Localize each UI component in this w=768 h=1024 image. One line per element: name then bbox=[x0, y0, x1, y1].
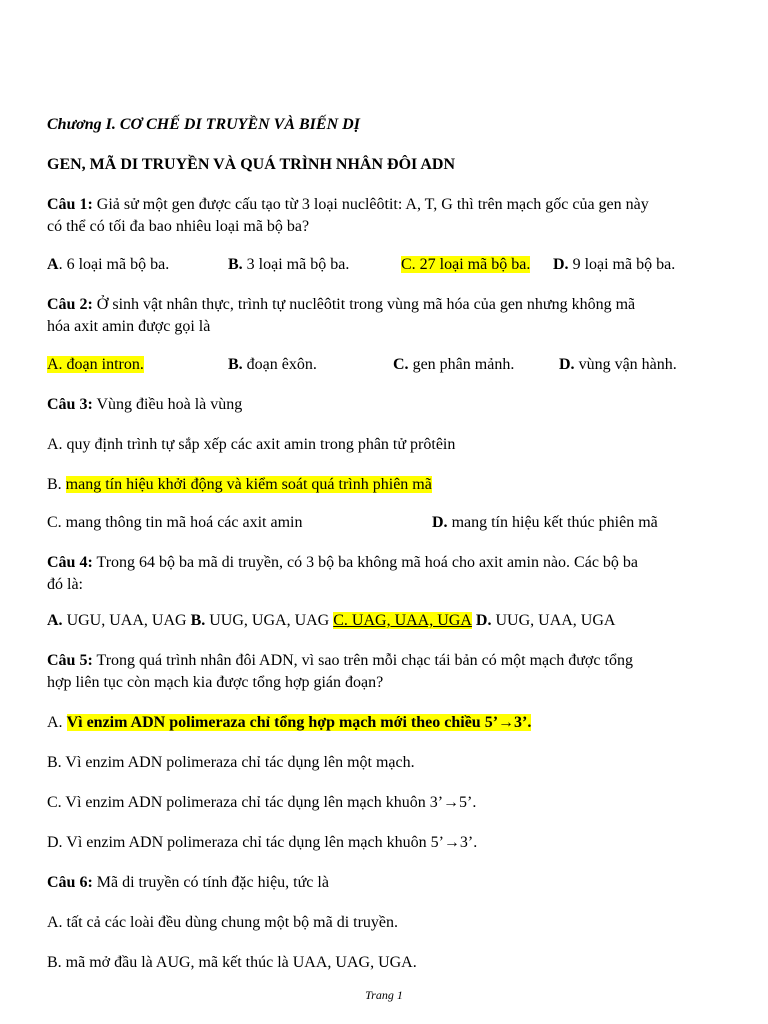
question-1-cont: có thể có tối đa bao nhiêu loại mã bộ ba? bbox=[47, 218, 310, 235]
q4-option-d: UUG, UAA, UGA bbox=[491, 612, 616, 629]
question-label: Câu 6: bbox=[47, 874, 93, 891]
q4-option-a: UGU, UAA, UAG bbox=[62, 612, 191, 629]
question-4 bbox=[47, 552, 638, 574]
q1-option-d: D. 9 loại mã bộ ba. bbox=[553, 256, 676, 273]
q1-option-a: A. 6 loại mã bộ ba. bbox=[47, 256, 170, 273]
q1-option-b: B. 3 loại mã bộ ba. bbox=[228, 256, 350, 273]
question-text: Trong quá trình nhân đôi ADN, vì sao trên mỗi chạc tái bản có một mạch được tổng bbox=[92, 652, 633, 669]
q5-option-d: D. Vì enzim ADN polimeraza chỉ tác dụng lên mạch khuôn 5’→3’. bbox=[47, 834, 478, 851]
page-footer: Trang 1 bbox=[365, 988, 403, 1002]
question-2-cont: hóa axit amin được gọi là bbox=[47, 318, 211, 335]
question-label: Câu 3: bbox=[47, 396, 93, 413]
question-1 bbox=[47, 194, 649, 216]
question-text: Ở sinh vật nhân thực, trình tự nuclêôtit trong vùng mã hóa của gen nhưng không mã bbox=[92, 296, 636, 313]
chapter-title: Chương I. CƠ CHẾ DI TRUYỀN VÀ BIẾN DỊ bbox=[47, 116, 360, 133]
section-title: GEN, MÃ DI TRUYỀN VÀ QUÁ TRÌNH NHÂN ĐÔI ADN bbox=[47, 156, 456, 173]
q5-option-a-answer: A. Vì enzim ADN polimeraza chỉ tổng hợp mạch mới theo chiều 5’→3’. bbox=[47, 714, 532, 731]
q5-option-b: B. Vì enzim ADN polimeraza chỉ tác dụng lên một mạch. bbox=[47, 754, 415, 771]
q4-options bbox=[47, 610, 615, 632]
q2-option-c: C. gen phân mảnh. bbox=[393, 356, 515, 373]
question-5-cont: hợp liên tục còn mạch kia được tổng hợp gián đoạn? bbox=[47, 674, 384, 691]
q6-option-b: B. mã mở đầu là AUG, mã kết thúc là UAA, UAG, UGA. bbox=[47, 954, 417, 971]
q5-option-c: C. Vì enzim ADN polimeraza chỉ tác dụng lên mạch khuôn 3’→5’. bbox=[47, 794, 477, 811]
question-label: Câu 5: bbox=[47, 652, 93, 669]
q3-option-d: D. mang tín hiệu kết thúc phiên mã bbox=[432, 514, 658, 531]
question-3 bbox=[47, 394, 242, 416]
question-2 bbox=[47, 294, 635, 316]
q3-option-a: A. quy định trình tự sắp xếp các axit amin trong phân tử prôtêin bbox=[47, 436, 456, 453]
q3-option-c: C. mang thông tin mã hoá các axit amin bbox=[47, 514, 303, 531]
q1-option-c-answer: C. 27 loại mã bộ ba. bbox=[401, 256, 531, 273]
question-text: Mã di truyền có tính đặc hiệu, tức là bbox=[92, 874, 329, 891]
question-text: Giả sử một gen được cấu tạo từ 3 loại nuclêôtit: A, T, G thì trên mạch gốc của gen này bbox=[92, 196, 649, 213]
question-label: Câu 4: bbox=[47, 554, 93, 571]
q3-option-b-answer: B. mang tín hiệu khởi động và kiểm soát quá trình phiên mã bbox=[47, 476, 432, 493]
q2-option-d: D. vùng vận hành. bbox=[559, 356, 677, 373]
question-6 bbox=[47, 872, 329, 894]
q4-option-b-key: B. bbox=[190, 612, 206, 629]
q6-option-a: A. tất cả các loài đều dùng chung một bộ mã di truyền. bbox=[47, 914, 399, 931]
question-5 bbox=[47, 650, 633, 672]
question-label: Câu 1: bbox=[47, 196, 93, 213]
question-label: Câu 2: bbox=[47, 296, 93, 313]
q4-option-c-answer: C. UAG, UAA, UGA bbox=[333, 612, 472, 629]
question-text: Vùng điều hoà là vùng bbox=[92, 396, 243, 413]
q4-option-a-key: A. bbox=[47, 612, 63, 629]
question-4-cont: đó là: bbox=[47, 576, 83, 593]
q4-option-d-key: D. bbox=[471, 612, 492, 629]
q4-option-b: UUG, UGA, UAG bbox=[205, 612, 334, 629]
q2-option-a-answer: A. đoạn intron. bbox=[47, 356, 144, 373]
question-text: Trong 64 bộ ba mã di truyền, có 3 bộ ba không mã hoá cho axit amin nào. Các bộ ba bbox=[92, 554, 639, 571]
q2-option-b: B. đoạn êxôn. bbox=[228, 356, 317, 373]
